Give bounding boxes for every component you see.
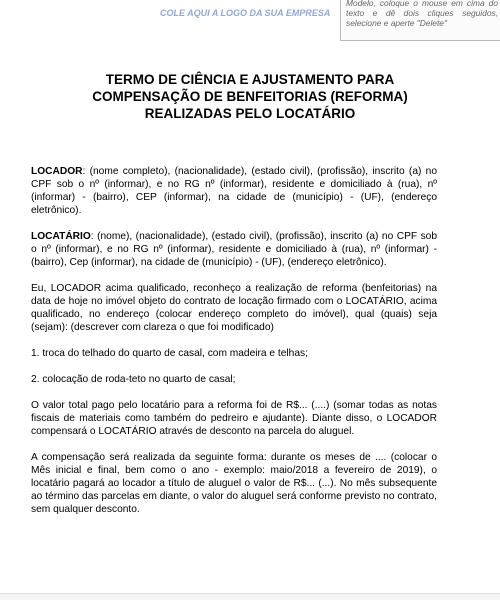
title-line-1: TERMO DE CIÊNCIA E AJUSTAMENTO PARA: [105, 72, 395, 87]
document-body: [31, 165, 437, 516]
acknowledgement-paragraph: Eu, LOCADOR acima qualificado, reconheço a realização de reforma (benfeitorias) na data de hoje no imóvel objeto do contrato de locação firmado com o LOCATÁRIO, acima qualificado, no endereço (colocar endereço completo do imóvel), qual (quais) seja (sejam): (descrever com clareza o que foi modificado): [31, 283, 437, 333]
title-line-3: REALIZADAS PELO LOCATÁRIO: [144, 106, 356, 121]
title-line-2: COMPENSAÇÃO DE BENFEITORIAS (REFORMA): [92, 89, 408, 104]
logo-placeholder: COLE AQUI A LOGO DA SUA EMPRESA: [160, 8, 331, 18]
locador-label: LOCADOR: [31, 166, 83, 177]
locador-text: : (nome completo), (nacionalidade), (estado civil), (profissão), inscrito (a) no CPF sob o nº (informar), e no RG nº (informar), residente e domiciliado à (rua), nº (informar) - (bairro), CEP (informar), na cidade de (município) - (UF), (endereço eletrônico).: [31, 166, 437, 216]
list-item-2: 2. colocação de roda-teto no quarto de casal;: [31, 374, 236, 385]
locatario-text: : (nome), (nacionalidade), (estado civil), (profissão), inscrito (a) no CPF sob o nº (informar), e no RG nº (informar), residente e domiciliado à (rua), nº (informar) - (bairro), Cep (informar), na cidade de (município) - (UF), (endereço eletrônico).: [31, 231, 437, 268]
page-bottom-edge: [0, 593, 500, 600]
locador-paragraph: [31, 165, 437, 217]
locatario-paragraph: [31, 230, 437, 269]
document-title: [40, 71, 460, 122]
instruction-tooltip: Modelo, coloque o mouse em cima do texto e dê dois cliques seguidos, selecione e aperte "Delete": [340, 0, 500, 41]
locatario-label: LOCATÁRIO: [31, 231, 91, 242]
list-item-1: 1. troca do telhado do quarto de casal, com madeira e telhas;: [31, 348, 308, 359]
total-value-paragraph: O valor total pago pelo locatário para a reforma foi de R$... (....) (somar todas as notas fiscais de materiais como também do pedreiro e ajudante). Diante disso, o LOCADOR compensará o LOCATÁRIO através de desconto na parcela do aluguel.: [31, 400, 437, 437]
compensation-paragraph: A compensação será realizada da seguinte forma: durante os meses de .... (colocar o Mês inicial e final, bem como o ano - exemplo: maio/2018 a fevereiro de 2019), o locatário pagará ao locador a título de aluguel o valor de R$... (...). No mês subsequente ao término das parcelas em diante, o valor do aluguel será conforme previsto no contrato, sem qualquer desconto.: [31, 452, 437, 515]
